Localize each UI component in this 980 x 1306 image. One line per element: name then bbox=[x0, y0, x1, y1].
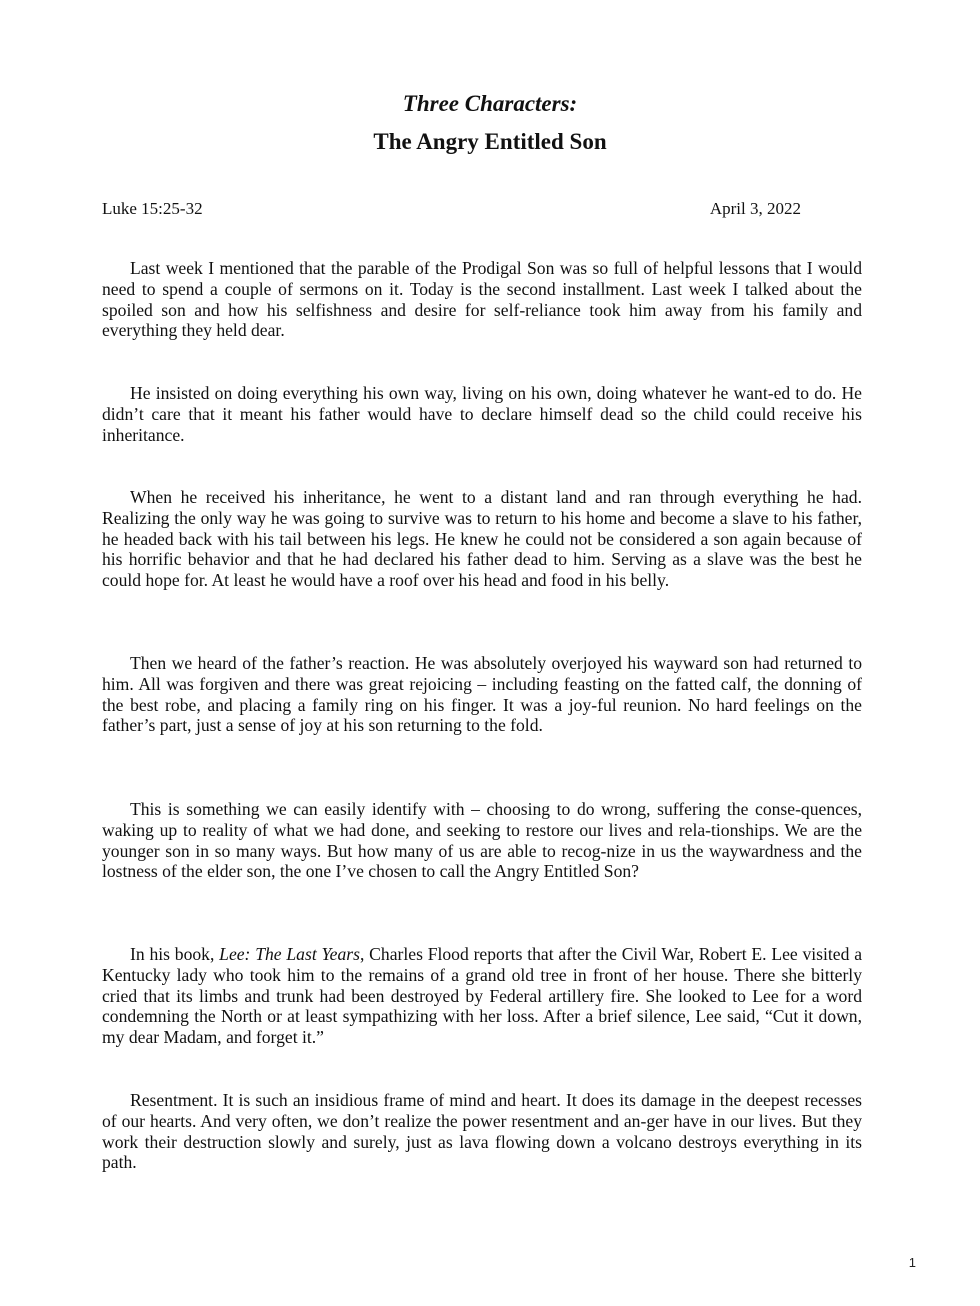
paragraph-3: When he received his inheritance, he went to a distant land and ran through everything he had. Realizing the only way he was going to survive was to return to his home and become a slave to his father, he headed back with his tail between his legs. He knew he could not be considered a son again because of his horrific behavior and that he had declared his father dead to him. Serving as a slave was the best he could hope for. At least he would have a roof over his head and food in his belly. bbox=[102, 487, 862, 591]
scripture-reference: Luke 15:25-32 bbox=[102, 199, 203, 218]
paragraph-6-suffix: , Charles Flood reports that after the Civil War, Robert E. Lee visited a Kentucky lady who took him to the remains of a grand old tree in front of her house. There she bitterly cried that its limbs and trunk had been destroyed by Federal artillery fire. She looked to Lee for a word condemning the North or at least sympathizing with her loss. After a brief silence, Lee said, “Cut it down, my dear Madam, and forget it.” bbox=[102, 944, 862, 1048]
paragraph-7: Resentment. It is such an insidious frame of mind and heart. It does its damage in the deepest recesses of our hearts. And very often, we don’t realize the power resentment and an-ger have in our lives. But they work their destruction slowly and surely, just as lava flowing down a volcano destroys everything in its path. bbox=[102, 1090, 862, 1173]
paragraph-4: Then we heard of the father’s reaction. He was absolutely overjoyed his wayward son had returned to him. All was forgiven and there was great rejoicing – including feasting on the fatted calf, the donning of the best robe, and placing a family ring on his finger. It was a joy-ful reunion. No hard feelings on the father’s part, just a sense of joy at his son returning to the fold. bbox=[102, 653, 862, 736]
page-number: 1 bbox=[908, 1255, 916, 1270]
sermon-date: April 3, 2022 bbox=[709, 199, 801, 218]
paragraph-2: He insisted on doing everything his own way, living on his own, doing whatever he want-ed to do. He didn’t care that it meant his father would have to declare himself dead so the child could receive his inheritance. bbox=[102, 383, 862, 445]
sermon-series-title: Three Characters: bbox=[402, 91, 578, 116]
sermon-title: The Angry Entitled Son bbox=[373, 129, 607, 154]
book-title: Lee: The Last Years bbox=[219, 944, 360, 964]
paragraph-5: This is something we can easily identify with – choosing to do wrong, suffering the conse-quences, waking up to reality of what we had done, and seeking to restore our lives and rela-tionships. We are the younger son in so many ways. But how many of us are able to recog-nize in us the waywardness and the lostness of the elder son, the one I’ve chosen to call the Angry Entitled Son? bbox=[102, 799, 862, 882]
paragraph-1: Last week I mentioned that the parable of the Prodigal Son was so full of helpful lessons that I would need to spend a couple of sermons on it. Today is the second installment. Last week I talked about the spoiled son and how his selfishness and desire for self-reliance took him away from his family and everything they held dear. bbox=[102, 258, 862, 341]
paragraph-6 bbox=[102, 944, 862, 1048]
paragraph-6-prefix: In his book, bbox=[130, 944, 220, 964]
